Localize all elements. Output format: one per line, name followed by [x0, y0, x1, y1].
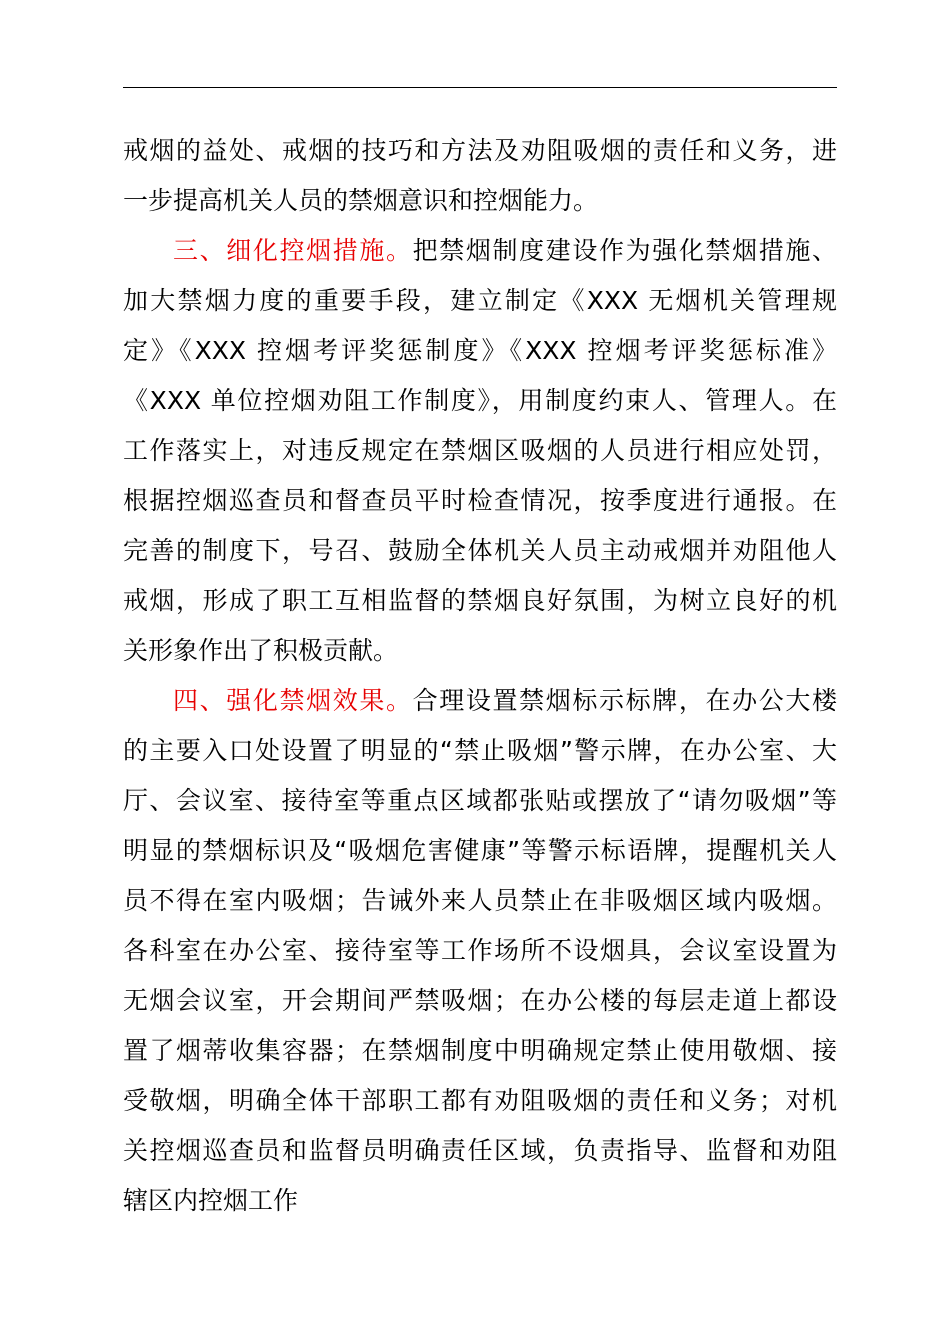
section-heading: 三、细化控烟措施。	[173, 236, 413, 265]
text-line: 员不得在室内吸烟；告诫外来人员禁止在非吸烟区域内吸烟。	[123, 886, 837, 915]
text-line: 各科室在办公室、接待室等工作场所不设烟具，会议室设置为	[123, 936, 837, 965]
text-line: 受敬烟，明确全体干部职工都有劝阻吸烟的责任和义务；对机	[123, 1086, 837, 1115]
paragraph-1	[123, 126, 837, 226]
header-rule	[123, 87, 837, 88]
text-line: 关形象作出了积极贡献。	[123, 636, 399, 665]
text-line: 加大禁烟力度的重要手段，建立制定《XXX 无烟机关管理规	[123, 286, 837, 315]
text-line: 戒烟的益处、戒烟的技巧和方法及劝阻吸烟的责任和义务，进	[123, 136, 837, 165]
text-line: 工作落实上，对违反规定在禁烟区吸烟的人员进行相应处罚，	[123, 436, 837, 465]
text-line: 置了烟蒂收集容器；在禁烟制度中明确规定禁止使用敬烟、接	[123, 1036, 837, 1065]
paragraph-first-line	[123, 226, 837, 276]
section-heading: 四、强化禁烟效果。	[173, 686, 413, 715]
text-line: 关控烟巡查员和监督员明确责任区域，负责指导、监督和劝阻	[123, 1136, 837, 1165]
text-line: 的主要入口处设置了明显的“禁止吸烟”警示牌，在办公室、大	[123, 736, 837, 765]
text-line: 戒烟，形成了职工互相监督的禁烟良好氛围，为树立良好的机	[123, 586, 837, 615]
text-line: 一步提高机关人员的禁烟意识和控烟能力。	[123, 186, 599, 215]
paragraph-first-line	[123, 676, 837, 726]
text-line: 定》《XXX 控烟考评奖惩制度》《XXX 控烟考评奖惩标准》	[123, 336, 837, 365]
document-body	[123, 126, 837, 1226]
text-span: 把禁烟制度建设作为强化禁烟措施、	[412, 236, 837, 265]
text-line: 无烟会议室，开会期间严禁吸烟；在办公楼的每层走道上都设	[123, 986, 837, 1015]
text-line: 《XXX 单位控烟劝阻工作制度》，用制度约束人、管理人。在	[123, 386, 837, 415]
text-line: 明显的禁烟标识及“吸烟危害健康”等警示标语牌，提醒机关人	[123, 836, 837, 865]
text-line: 辖区内控烟工作	[123, 1186, 299, 1215]
paragraph-3	[123, 676, 837, 1226]
text-line: 完善的制度下，号召、鼓励全体机关人员主动戒烟并劝阻他人	[123, 536, 837, 565]
paragraph-2	[123, 226, 837, 676]
text-line: 根据控烟巡查员和督查员平时检查情况，按季度进行通报。在	[123, 486, 837, 515]
text-line: 厅、会议室、接待室等重点区域都张贴或摆放了“请勿吸烟”等	[123, 786, 837, 815]
text-span: 合理设置禁烟标示标牌，在办公大楼	[412, 686, 837, 715]
